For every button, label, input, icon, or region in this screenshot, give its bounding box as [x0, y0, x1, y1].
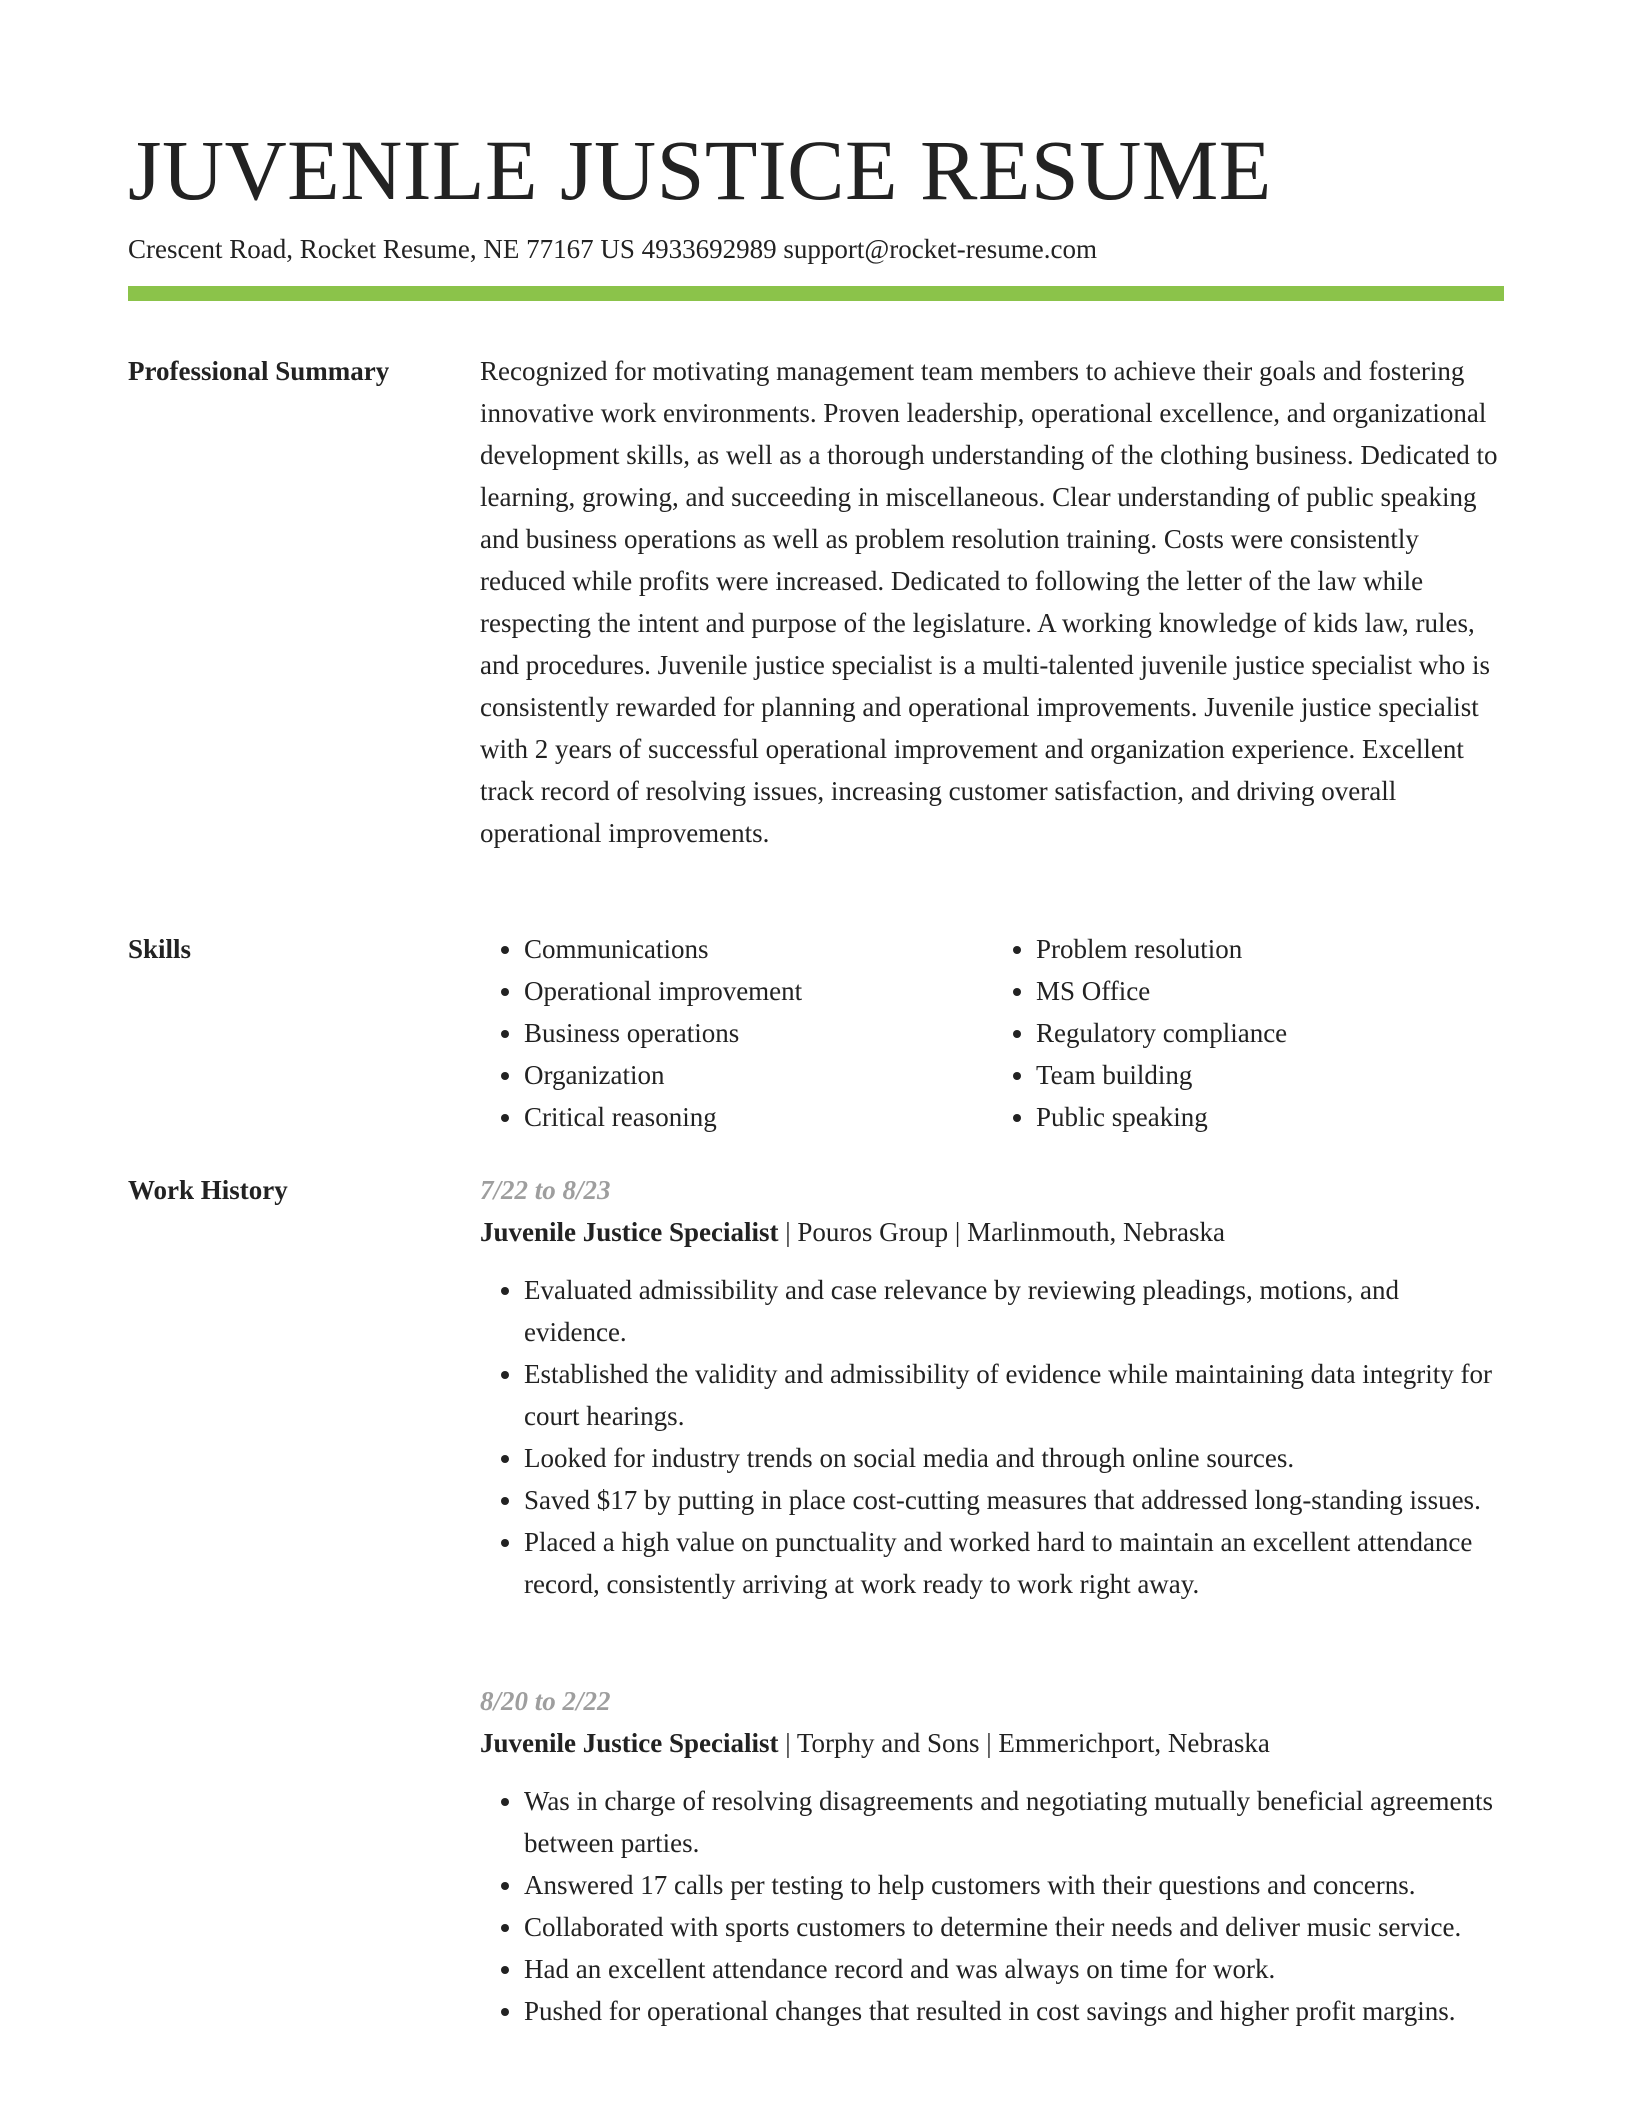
job-duties [480, 1269, 1504, 1605]
job-duty: • Established the validity and admissibility of evidence while maintaining data integrity for court hearings. [524, 1353, 1504, 1437]
job-duty: • Answered 17 calls per testing to help customers with their questions and concerns. [524, 1864, 1504, 1906]
job-duties [480, 1780, 1504, 2032]
contact-line: Crescent Road, Rocket Resume, NE 77167 US 4933692989 support@rocket-resume.com [128, 234, 1097, 264]
job-heading [480, 1211, 1504, 1253]
skill-item: • Critical reasoning [524, 1096, 992, 1138]
skill-item: • Organization [524, 1054, 992, 1096]
job-dates: 8/20 to 2/22 [480, 1686, 611, 1716]
skill-item: • Public speaking [1036, 1096, 1504, 1138]
skill-item: • Communications [524, 928, 992, 970]
skill-item: • MS Office [1036, 970, 1504, 1012]
skill-item: • Business operations [524, 1012, 992, 1054]
job-employer-location: | Pouros Group | Marlinmouth, Nebraska [778, 1217, 1226, 1247]
skill-item: • Regulatory compliance [1036, 1012, 1504, 1054]
summary-heading: Professional Summary [128, 356, 390, 386]
skill-item: • Operational improvement [524, 970, 992, 1012]
job-duty: • Was in charge of resolving disagreements and negotiating mutually beneficial agreements between parties. [524, 1780, 1504, 1864]
summary-text: Recognized for motivating management team members to achieve their goals and fostering innovative work environments. Proven leadership, operational excellence, and organizational development skills, as well as a thorough understanding of the clothing business. Dedicated to learning, growing, and succeeding in miscellaneous. Clear understanding of public speaking and business operations as well as problem resolution training. Costs were consistently reduced while profits were increased. Dedicated to following the letter of the law while respecting the intent and purpose of the legislature. A working knowledge of kids law, rules, and procedures. Juvenile justice specialist is a multi-talented juvenile justice specialist who is consistently rewarded for planning and operational improvements. Juvenile justice specialist with 2 years of successful operational improvement and organization experience. Excellent track record of resolving issues, increasing customer satisfaction, and driving overall operational improvements. [480, 356, 1498, 848]
job-duty: • Had an excellent attendance record and was always on time for work. [524, 1948, 1504, 1990]
skills-section [480, 928, 1504, 1138]
job-duty: • Saved $17 by putting in place cost-cutting measures that addressed long-standing issues. [524, 1479, 1504, 1521]
job-duty: • Looked for industry trends on social media and through online sources. [524, 1437, 1504, 1479]
job-duty: • Placed a high value on punctuality and worked hard to maintain an excellent attendance record, consistently arriving at work ready to work right away. [524, 1521, 1504, 1605]
skills-list-right [992, 928, 1504, 1138]
job-heading [480, 1722, 1504, 1764]
header-divider [128, 286, 1504, 301]
job-entry [480, 1169, 1504, 1605]
resume-title: JUVENILE JUSTICE RESUME [128, 122, 1272, 218]
summary-section [480, 350, 1504, 854]
job-employer-location: | Torphy and Sons | Emmerichport, Nebraska [778, 1728, 1270, 1758]
skill-item: • Problem resolution [1036, 928, 1504, 970]
skill-item: • Team building [1036, 1054, 1504, 1096]
work-history-heading: Work History [128, 1175, 288, 1205]
skills-heading: Skills [128, 934, 192, 964]
job-duty: • Evaluated admissibility and case relevance by reviewing pleadings, motions, and evidence. [524, 1269, 1504, 1353]
job-entry [480, 1680, 1504, 2032]
job-duty: • Collaborated with sports customers to determine their needs and deliver music service. [524, 1906, 1504, 1948]
job-title: Juvenile Justice Specialist [480, 1217, 779, 1247]
job-duty: • Pushed for operational changes that resulted in cost savings and higher profit margins. [524, 1990, 1504, 2032]
job-dates: 7/22 to 8/23 [480, 1175, 611, 1205]
job-title: Juvenile Justice Specialist [480, 1728, 779, 1758]
skills-list-left [480, 928, 992, 1138]
